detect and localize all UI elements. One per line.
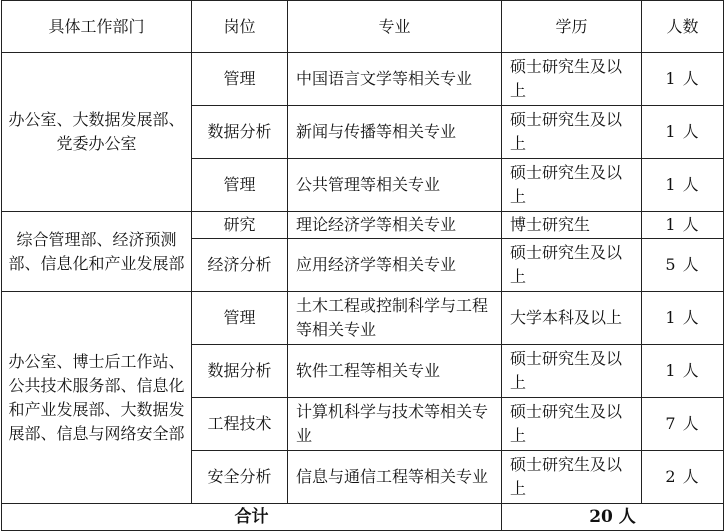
total-row	[2, 504, 724, 531]
major-cell: 软件工程等相关专业	[288, 345, 502, 398]
major-cell: 理论经济学等相关专业	[288, 212, 502, 239]
header-major: 专业	[288, 1, 502, 53]
education-cell: 大学本科及以上	[502, 292, 642, 345]
position-cell: 管理	[192, 159, 288, 212]
position-cell: 研究	[192, 212, 288, 239]
count-cell: 5 人	[642, 239, 724, 292]
recruitment-table	[1, 0, 724, 531]
total-label: 合计	[2, 504, 502, 531]
education-cell: 硕士研究生及以上	[502, 53, 642, 106]
count-cell: 1 人	[642, 292, 724, 345]
table-row	[2, 292, 724, 345]
position-cell: 安全分析	[192, 451, 288, 504]
header-education: 学历	[502, 1, 642, 53]
count-cell: 1 人	[642, 345, 724, 398]
department-cell: 综合管理部、经济预测部、信息化和产业发展部	[2, 212, 192, 292]
department-cell: 办公室、大数据发展部、党委办公室	[2, 53, 192, 212]
position-cell: 管理	[192, 292, 288, 345]
major-cell: 土木工程或控制科学与工程等相关专业	[288, 292, 502, 345]
major-cell: 信息与通信工程等相关专业	[288, 451, 502, 504]
table-row	[2, 212, 724, 239]
education-cell: 硕士研究生及以上	[502, 239, 642, 292]
total-value: 20 人	[502, 504, 724, 531]
header-position: 岗位	[192, 1, 288, 53]
count-cell: 7 人	[642, 398, 724, 451]
department-cell: 办公室、博士后工作站、公共技术服务部、信息化和产业发展部、大数据发展部、信息与网络安全部	[2, 292, 192, 504]
education-cell: 硕士研究生及以上	[502, 398, 642, 451]
header-row	[2, 1, 724, 53]
header-count: 人数	[642, 1, 724, 53]
education-cell: 博士研究生	[502, 212, 642, 239]
position-cell: 数据分析	[192, 345, 288, 398]
position-cell: 管理	[192, 53, 288, 106]
major-cell: 中国语言文学等相关专业	[288, 53, 502, 106]
table-row	[2, 53, 724, 106]
position-cell: 经济分析	[192, 239, 288, 292]
education-cell: 硕士研究生及以上	[502, 345, 642, 398]
education-cell: 硕士研究生及以上	[502, 106, 642, 159]
major-cell: 计算机科学与技术等相关专业	[288, 398, 502, 451]
position-cell: 数据分析	[192, 106, 288, 159]
count-cell: 1 人	[642, 159, 724, 212]
count-cell: 2 人	[642, 451, 724, 504]
education-cell: 硕士研究生及以上	[502, 159, 642, 212]
count-cell: 1 人	[642, 212, 724, 239]
major-cell: 应用经济学等相关专业	[288, 239, 502, 292]
education-cell: 硕士研究生及以上	[502, 451, 642, 504]
count-cell: 1 人	[642, 106, 724, 159]
major-cell: 新闻与传播等相关专业	[288, 106, 502, 159]
count-cell: 1 人	[642, 53, 724, 106]
major-cell: 公共管理等相关专业	[288, 159, 502, 212]
position-cell: 工程技术	[192, 398, 288, 451]
header-department: 具体工作部门	[2, 1, 192, 53]
